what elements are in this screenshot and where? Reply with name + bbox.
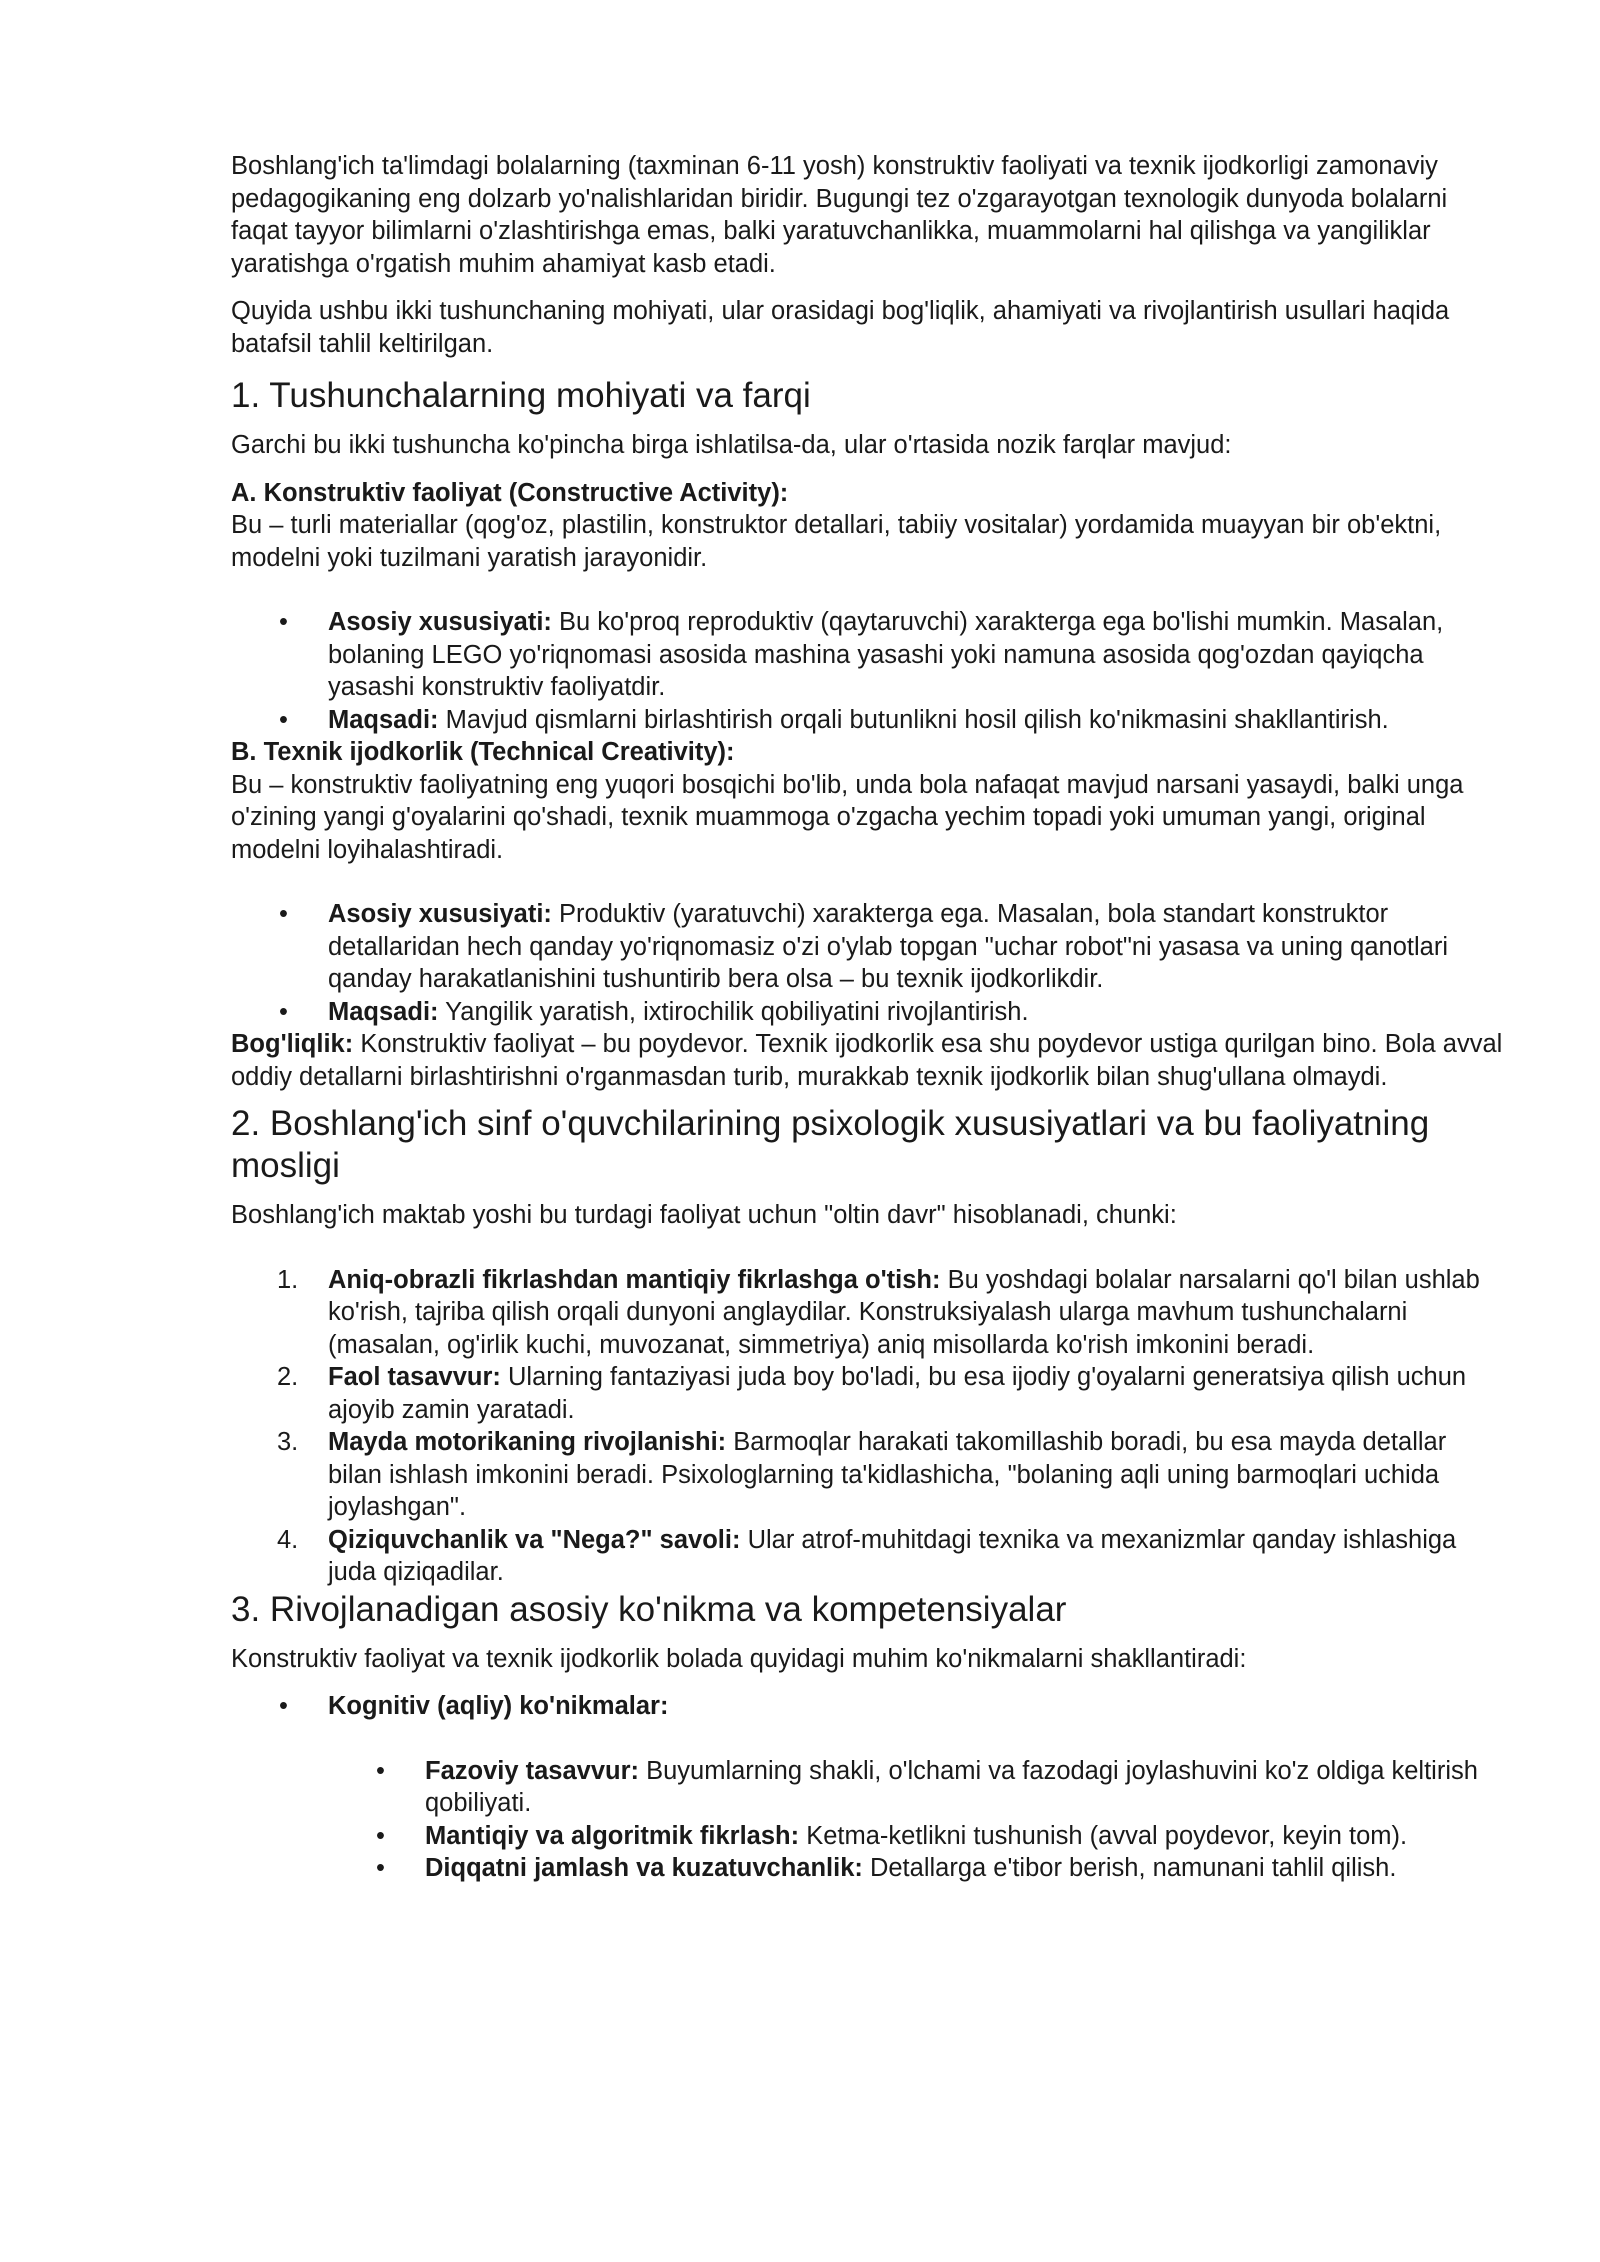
list-item (231, 1426, 1506, 1524)
section-3-list (231, 1690, 1506, 1723)
item-label: Fazoviy tasavvur: (425, 1756, 640, 1785)
intro-paragraph-1: Boshlang'ich ta'limdagi bolalarning (taxminan 6-11 yosh) konstruktiv faoliyati va texnik ijodkorligi zamonaviy pedagogikaning eng dolzarb yo'nalishlaridan biridir. Bugungi tez o'zgarayotgan texnologik dunyoda bolalarni faqat tayyor bilimlarni o'zlashtirishga emas, balki yaratuvchanlikka, muammolarni hal qilishga va yangiliklar yaratishga o'rgatish muhim ahamiyat kasb etadi. (231, 152, 1448, 278)
section-3-heading: 3. Rivojlanadigan asosiy ko'nikma va kompetensiyalar (231, 1589, 1067, 1629)
subsection-b-text: Bu – konstruktiv faoliyatning eng yuqori bosqichi bo'lib, unda bola nafaqat mavjud narsani yasaydi, balki unga o'zining yangi g'oyalarini qo'shadi, texnik muammoga o'zgacha yechim topadi yoki umuman yangi, original modelni loyihalashtiradi. (231, 770, 1464, 864)
list-item (231, 1264, 1506, 1362)
item-number: 2. (277, 1363, 299, 1391)
item-text: Ularning fantaziyasi juda boy bo'ladi, bu esa ijodiy g'oyalarni generatsiya qilish uchun ajoyib zamin yaratadi. (328, 1363, 1467, 1424)
item-label: Diqqatni jamlash va kuzatuvchanlik: (425, 1854, 863, 1882)
section-2-heading: 2. Boshlang'ich sinf o'quvchilarining psixologik xususiyatlari va bu faoliyatning mosligi (231, 1104, 1430, 1185)
intro-paragraph-2: Quyida ushbu ikki tushunchaning mohiyati, ular orasidagi bog'liqlik, ahamiyati va rivojlantirish usullari haqida batafsil tahlil keltirilgan. (231, 297, 1450, 358)
bullet-icon: • (279, 900, 288, 928)
list-item (231, 996, 1506, 1029)
item-label: Maqsadi: (328, 997, 439, 1026)
list-item (231, 704, 1506, 737)
bullet-icon: • (279, 608, 288, 636)
list-item (231, 1852, 1506, 1885)
bullet-icon: • (279, 1692, 288, 1720)
list-item (231, 606, 1506, 704)
subsection-a-title: A. Konstruktiv faoliyat (Constructive Activity): (231, 478, 789, 507)
subsection-b-title: B. Texnik ijodkorlik (Technical Creativity): (231, 738, 735, 766)
section-3-intro: Konstruktiv faoliyat va texnik ijodkorlik bolada quyidagi muhim ko'nikmalarni shakllantiradi: (231, 1644, 1247, 1673)
item-text: Ular atrof-muhitdagi texnika va mexanizmlar qanday ishlashiga juda qiziqadilar. (328, 1525, 1457, 1586)
list-item (231, 1361, 1506, 1426)
item-label: Mantiqiy va algoritmik fikrlash: (425, 1821, 800, 1850)
subsection-b-list (231, 898, 1506, 1028)
item-label: Mayda motorikaning rivojlanishi: (328, 1428, 727, 1456)
bullet-icon: • (376, 1756, 385, 1785)
item-label: Asosiy xususiyati: (328, 900, 552, 928)
item-text: Mavjud qismlarni birlashtirish orqali butunlikni hosil qilish ko'nikmasini shakllantirish. (438, 705, 1389, 734)
section-2-list (231, 1264, 1506, 1589)
item-text: Bu ko'proq reproduktiv (qaytaruvchi) xarakterga ega bo'lishi mumkin. Masalan, bolaning LEGO yo'riqnomasi asosida mashina yasashi yoki namuna asosida qog'ozdan qayiqcha yasashi konstruktiv faoliyatdir. (328, 608, 1444, 701)
item-text: Barmoqlar harakati takomillashib boradi, bu esa mayda detallar bilan ishlash imkonini beradi. Psixologlarning ta'kidlashicha, "bolaning aqli uning barmoqlari uchida joylashgan". (328, 1428, 1447, 1521)
section-3-nested-list (231, 1755, 1506, 1885)
section-2-intro: Boshlang'ich maktab yoshi bu turdagi faoliyat uchun "oltin davr" hisoblanadi, chunki: (231, 1201, 1177, 1229)
link-paragraph (231, 1028, 1506, 1093)
list-item (231, 1755, 1506, 1820)
section-2-heading-block (231, 1103, 1506, 1187)
item-label: Asosiy xususiyati: (328, 608, 552, 636)
document-page (231, 150, 1506, 1885)
item-label: Qiziquvchanlik va "Nega?" savoli: (328, 1525, 741, 1554)
list-item (231, 1820, 1506, 1853)
list-item (231, 1524, 1506, 1589)
subsection-a-text: Bu – turli materiallar (qog'oz, plastilin, konstruktor detallari, tabiiy vositalar) yordamida muayyan bir ob'ektni, modelni yoki tuzilmani yaratish jarayonidir. (231, 511, 1442, 572)
item-text: Ketma-ketlikni tushunish (avval poydevor, keyin tom). (799, 1821, 1408, 1850)
bullet-icon: • (376, 1854, 385, 1882)
bullet-icon: • (279, 705, 288, 734)
item-label: Faol tasavvur: (328, 1363, 501, 1391)
item-text: Bu yoshdagi bolalar narsalarni qo'l bilan ushlab ko'rish, tajriba qilish orqali dunyoni anglaydilar. Konstruksiyalash ularga mavhum tushunchalarni (masalan, og'irlik kuchi, muvozanat, simmetriya) aniq misollarda ko'rish imkonini beradi. (328, 1265, 1480, 1359)
item-label: Aniq-obrazli fikrlashdan mantiqiy fikrlashga o'tish: (328, 1265, 941, 1294)
subsection-a-list (231, 606, 1506, 736)
list-item-group (231, 1690, 1506, 1723)
item-number: 3. (277, 1428, 299, 1456)
bullet-icon: • (279, 997, 288, 1026)
link-label: Bog'liqlik: (231, 1030, 354, 1058)
section-3-heading-block (231, 1589, 1506, 1631)
item-text: Detallarga e'tibor berish, namunani tahlil qilish. (862, 1854, 1397, 1882)
bullet-icon: • (376, 1821, 385, 1850)
list-item (231, 898, 1506, 996)
item-number: 1. (277, 1265, 299, 1294)
item-number: 4. (277, 1525, 299, 1554)
item-text: Yangilik yaratish, ixtirochilik qobiliyatini rivojlantirish. (438, 997, 1029, 1026)
group-label: Kognitiv (aqliy) ko'nikmalar: (328, 1692, 669, 1720)
item-text: Buyumlarning shakli, o'lchami va fazodagi joylashuvini ko'z oldiga keltirish qobiliyati. (425, 1756, 1478, 1817)
section-1-heading-block (231, 375, 1506, 417)
section-1-intro: Garchi bu ikki tushuncha ko'pincha birga ishlatilsa-da, ular o'rtasida nozik farqlar mavjud: (231, 431, 1232, 459)
item-label: Maqsadi: (328, 705, 439, 734)
section-1-heading: 1. Tushunchalarning mohiyati va farqi (231, 376, 811, 415)
item-text: Produktiv (yaratuvchi) xarakterga ega. Masalan, bola standart konstruktor detallaridan hech qanday yo'riqnomasiz o'zi o'ylab topgan "uchar robot"ni yasasa va uning qanotlari qanday harakatlanishini tushuntirib bera olsa – bu texnik ijodkorlikdir. (328, 900, 1448, 993)
link-text: Konstruktiv faoliyat – bu poydevor. Texnik ijodkorlik esa shu poydevor ustiga qurilgan bino. Bola avval oddiy detallarni birlashtirishni o'rganmasdan turib, murakkab texnik ijodkorlik bilan shug'ullana olmaydi. (231, 1030, 1503, 1091)
